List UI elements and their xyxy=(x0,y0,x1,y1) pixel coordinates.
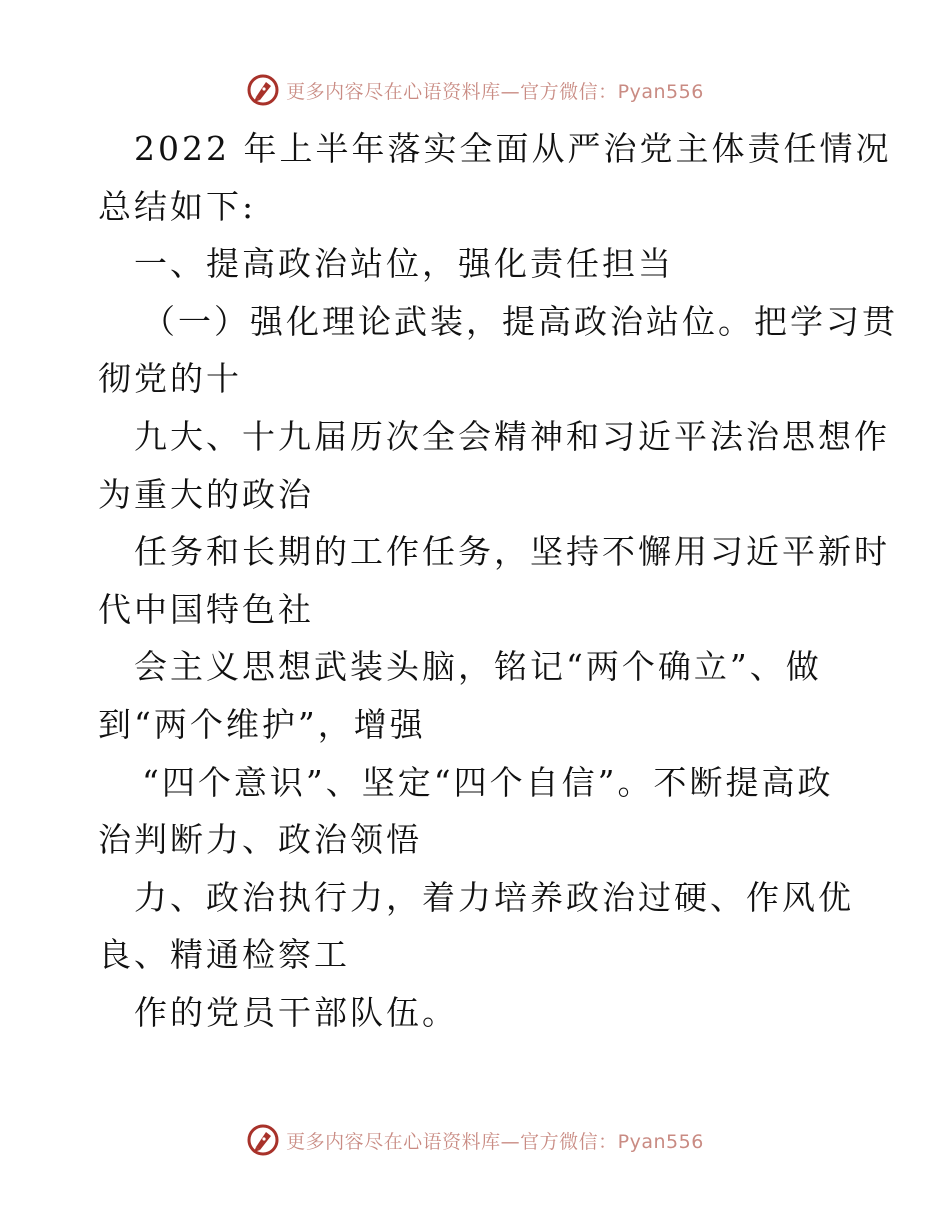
text-line-15: 良、精通检察工 xyxy=(98,935,350,975)
header-watermark-banner xyxy=(0,70,950,110)
text-line-6: 九大、十九届历次全会精神和习近平法治思想作 xyxy=(134,416,890,456)
text-line-11: 到“两个维护”，增强 xyxy=(98,704,426,744)
footer-watermark-banner xyxy=(0,1120,950,1160)
header-watermark-text: 更多内容尽在心语资料库—官方微信：Pyan556 xyxy=(286,80,704,103)
text-line-9: 代中国特色社 xyxy=(98,589,314,629)
fountain-pen-circle-icon xyxy=(246,73,280,107)
text-line-16: 作的党员干部队伍。 xyxy=(134,992,458,1032)
text-line-13: 治判断力、政治领悟 xyxy=(98,820,422,860)
text-line-2: 总结如下: xyxy=(98,186,257,226)
text-line-10: 会主义思想武装头脑，铭记“两个确立”、做 xyxy=(134,647,822,687)
section-heading-1: 一、提高政治站位，强化责任担当 xyxy=(134,244,674,284)
text-line-5: 彻党的十 xyxy=(98,359,242,399)
text-line-1: 2022 年上半年落实全面从严治党主体责任情况 xyxy=(134,129,892,168)
text-line-12: “四个意识”、坚定“四个自信”。不断提高政 xyxy=(142,762,834,802)
text-line-14: 力、政治执行力，着力培养政治过硬、作风优 xyxy=(134,877,854,917)
document-body xyxy=(98,120,898,1042)
text-line-4: （一）强化理论武装，提高政治站位。把学习贯 xyxy=(142,301,898,341)
footer-watermark-text: 更多内容尽在心语资料库—官方微信：Pyan556 xyxy=(286,1130,704,1153)
fountain-pen-circle-icon xyxy=(246,1123,280,1157)
text-line-8: 任务和长期的工作任务，坚持不懈用习近平新时 xyxy=(134,532,890,572)
text-line-7: 为重大的政治 xyxy=(98,474,314,514)
